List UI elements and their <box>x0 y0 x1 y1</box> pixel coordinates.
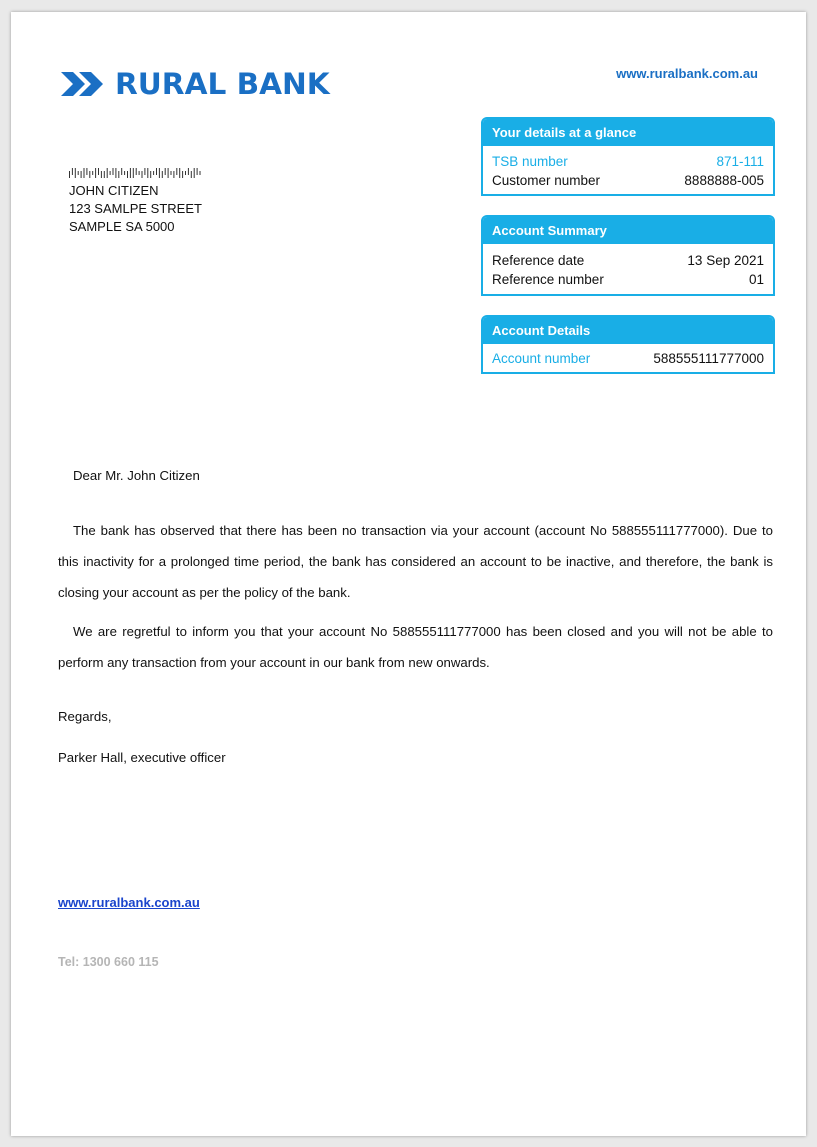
letter-paragraph-1: The bank has observed that there has been no transaction via your account (account No 588555111777000). Due to this inactivity for a prolonged time period, the bank has considered an account to be inactive, and therefore, the bank is closing your account as per the policy of the bank. <box>58 523 773 600</box>
reference-number-value: 01 <box>748 272 764 287</box>
details-at-glance-box <box>481 117 775 196</box>
customer-number-value: 8888888-005 <box>684 173 764 188</box>
account-details-box <box>481 315 775 374</box>
tsb-number-label: TSB number <box>492 154 568 169</box>
header-website[interactable]: www.ruralbank.com.au <box>616 66 758 81</box>
letter-signer: Parker Hall, executive officer <box>58 750 226 765</box>
chevron-logo-icon <box>59 64 109 104</box>
customer-number-label: Customer number <box>492 173 601 188</box>
letter-page <box>11 12 806 1136</box>
details-box-title: Your details at a glance <box>483 119 773 146</box>
recipient-city: SAMPLE SA 5000 <box>69 219 175 234</box>
letter-regards: Regards, <box>58 709 112 724</box>
brand-name: RURAL BANK <box>115 67 330 101</box>
tsb-number-value: 871-111 <box>716 154 764 169</box>
reference-date-value: 13 Sep 2021 <box>687 253 764 268</box>
summary-box-title: Account Summary <box>483 217 773 244</box>
footer-website-link[interactable]: www.ruralbank.com.au <box>58 895 200 910</box>
reference-number-label: Reference number <box>492 272 604 287</box>
account-number-row <box>483 349 773 368</box>
recipient-name: JOHN CITIZEN <box>69 183 159 198</box>
reference-date-label: Reference date <box>492 253 585 268</box>
account-box-title: Account Details <box>483 317 773 344</box>
account-number-value: 588555111777000 <box>653 351 764 366</box>
reference-date-row <box>483 251 773 270</box>
tsb-number-row <box>483 152 773 171</box>
footer-telephone: Tel: 1300 660 115 <box>58 955 159 969</box>
postal-barcode <box>69 168 204 178</box>
recipient-address <box>69 182 202 236</box>
reference-number-row <box>483 270 773 289</box>
letter-paragraph-2: We are regretful to inform you that your account No 588555111777000 has been closed and you will not be able to perform any transaction from your account in our bank from new onwards. <box>58 624 773 670</box>
account-summary-box <box>481 215 775 296</box>
customer-number-row <box>483 171 773 190</box>
letter-salutation: Dear Mr. John Citizen <box>73 468 200 483</box>
rural-bank-logo <box>59 64 330 104</box>
account-number-label: Account number <box>492 351 591 366</box>
recipient-street: 123 SAMLPE STREET <box>69 201 202 216</box>
